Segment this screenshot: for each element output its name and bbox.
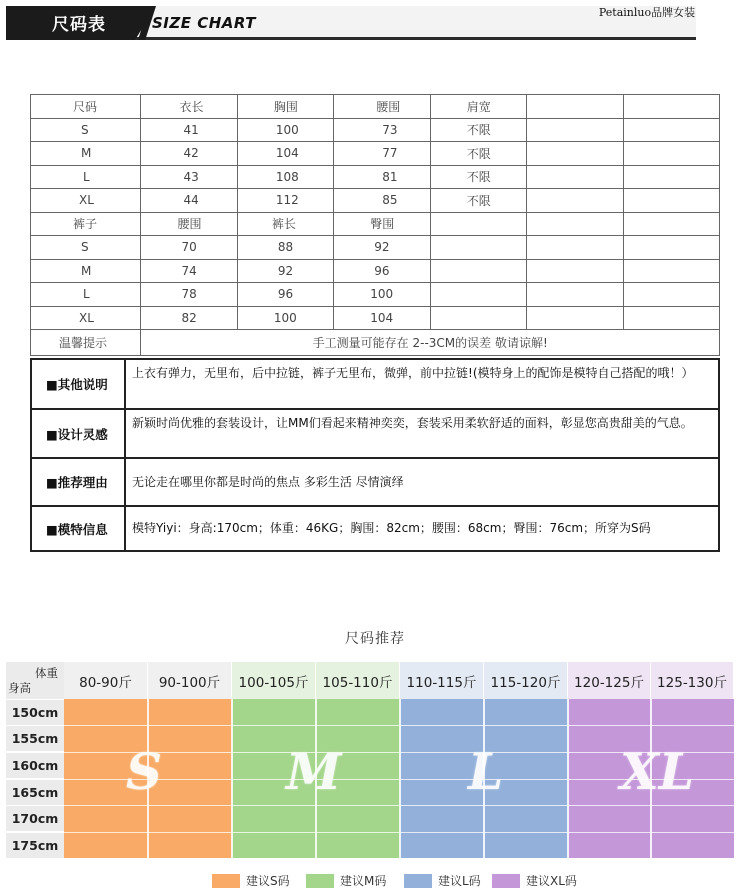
product-info-block: [30, 358, 720, 552]
legend-swatch: [492, 874, 520, 888]
table-cell: 92: [237, 259, 333, 283]
table-cell: 96: [334, 259, 430, 283]
size-table: [30, 94, 720, 356]
table-cell: 衣长: [141, 95, 237, 119]
legend-swatch: [404, 874, 432, 888]
weight-header: 120-125斤: [568, 662, 651, 699]
legend-item: [404, 872, 481, 889]
table-cell-empty: [623, 259, 720, 283]
table-row: [31, 283, 720, 307]
table-cell-empty: [623, 165, 720, 189]
table-cell: M: [31, 259, 141, 283]
legend-item: [492, 872, 577, 889]
weight-header: 90-100斤: [148, 662, 232, 699]
table-cell: 73: [334, 118, 430, 142]
table-cell: 100: [237, 306, 333, 330]
table-cell: 104: [237, 142, 333, 166]
table-cell-empty: [623, 212, 720, 236]
table-cell: 腰围: [334, 95, 430, 119]
table-cell-empty: [623, 236, 720, 260]
table-cell-empty: [430, 259, 526, 283]
table-cell: 42: [141, 142, 237, 166]
table-cell: 78: [141, 283, 237, 307]
weight-header: 110-115斤: [400, 662, 484, 699]
table-cell: 41: [141, 118, 237, 142]
table-cell: 81: [334, 165, 430, 189]
table-cell-empty: [430, 283, 526, 307]
table-cell: 44: [141, 189, 237, 213]
info-row-design: [32, 408, 718, 457]
table-cell: 108: [237, 165, 333, 189]
tip-row: [31, 330, 720, 356]
height-header: 170cm: [6, 805, 64, 831]
table-row: [31, 118, 720, 142]
table-cell: 88: [237, 236, 333, 260]
legend-label: 建议M码: [340, 874, 387, 888]
header-title-en: SIZE CHART: [152, 14, 257, 32]
table-cell: 112: [237, 189, 333, 213]
table-cell: 100: [334, 283, 430, 307]
table-cell: S: [31, 118, 141, 142]
table-cell-empty: [623, 95, 720, 119]
table-cell: 肩宽: [430, 95, 526, 119]
info-text: 模特Yiyi：身高:170cm；体重：46KG；胸围：82cm；腰围：68cm；臀围：76cm；所穿为S码: [132, 521, 651, 535]
info-text: 新颖时尚优雅的套装设计，让MM们看起来精神奕奕，套装采用柔软舒适的面料，彰显您高贵甜美的气息。: [132, 416, 693, 430]
table-cell: 尺码: [31, 95, 141, 119]
table-cell: 胸围: [237, 95, 333, 119]
height-header: 160cm: [6, 752, 64, 778]
height-header: 175cm: [6, 832, 64, 858]
legend-label: 建议XL码: [526, 874, 577, 888]
weight-header: 105-110斤: [316, 662, 400, 699]
height-axis-label: 身高: [8, 681, 31, 695]
table-cell: 92: [334, 236, 430, 260]
size-letter-s: S: [126, 742, 163, 801]
size-letter-m: M: [286, 742, 342, 801]
info-text: 上衣有弹力，无里布，后中拉链，裤子无里布，微弹，前中拉链!(模特身上的配饰是模特自己搭配的哦！）: [132, 366, 694, 380]
grid-line: [231, 699, 233, 858]
table-cell: L: [31, 165, 141, 189]
brand-name: Petainluo品牌女装: [598, 6, 696, 19]
table-cell: 96: [237, 283, 333, 307]
table-cell-empty: [527, 212, 623, 236]
info-label: ■设计灵感: [32, 410, 126, 457]
weight-header: 100-105斤: [232, 662, 316, 699]
table-cell-empty: [527, 189, 623, 213]
table-cell-empty: [527, 118, 623, 142]
pants-header-row: [31, 212, 720, 236]
chart-corner: [6, 662, 64, 699]
table-cell-empty: [527, 236, 623, 260]
weight-header: 125-130斤: [651, 662, 734, 699]
table-cell: XL: [31, 306, 141, 330]
height-header: 150cm: [6, 699, 64, 725]
height-header: 165cm: [6, 779, 64, 805]
table-cell: 85: [334, 189, 430, 213]
grid-line: [567, 699, 569, 858]
table-cell: 70: [141, 236, 237, 260]
table-cell-empty: [430, 212, 526, 236]
tip-text: 手工测量可能存在 2--3CM的误差 敬请谅解!: [141, 330, 720, 356]
legend-swatch: [212, 874, 240, 888]
table-cell-empty: [430, 236, 526, 260]
table-cell-empty: [527, 95, 623, 119]
table-cell-empty: [527, 306, 623, 330]
weight-header: 80-90斤: [64, 662, 148, 699]
info-row-reason: [32, 457, 718, 505]
table-row: [31, 189, 720, 213]
height-header: 155cm: [6, 725, 64, 751]
table-cell: 74: [141, 259, 237, 283]
table-cell: S: [31, 236, 141, 260]
size-recommend-chart: [6, 662, 734, 858]
table-cell-empty: [623, 142, 720, 166]
weight-header: 115-120斤: [484, 662, 568, 699]
legend-swatch: [306, 874, 334, 888]
table-cell: 臀围: [334, 212, 430, 236]
table-cell-empty: [623, 283, 720, 307]
info-row-other: [32, 360, 718, 408]
info-text: 无论走在哪里你都是时尚的焦点 多彩生活 尽情演绎: [132, 474, 404, 489]
table-cell: 不限: [430, 189, 526, 213]
grid-line: [399, 699, 401, 858]
legend-item: [212, 872, 290, 889]
table-cell: 不限: [430, 142, 526, 166]
size-letter-xl: XL: [620, 742, 694, 801]
recommend-title: 尺码推荐: [345, 631, 405, 647]
table-cell: XL: [31, 189, 141, 213]
table-cell: L: [31, 283, 141, 307]
table-cell-empty: [623, 189, 720, 213]
table-row: [31, 306, 720, 330]
table-cell-empty: [623, 306, 720, 330]
legend-label: 建议S码: [246, 874, 290, 888]
table-cell: 不限: [430, 165, 526, 189]
size-letter-l: L: [468, 742, 504, 801]
table-cell: 100: [237, 118, 333, 142]
table-cell-empty: [527, 283, 623, 307]
table-cell: 82: [141, 306, 237, 330]
info-label: ■模特信息: [32, 507, 126, 550]
table-cell: 104: [334, 306, 430, 330]
top-header-row: [31, 95, 720, 119]
table-cell-empty: [527, 165, 623, 189]
table-row: [31, 259, 720, 283]
table-cell-empty: [623, 118, 720, 142]
tip-label: 温馨提示: [31, 330, 141, 356]
table-cell: 77: [334, 142, 430, 166]
weight-axis-label: 体重: [35, 666, 58, 680]
table-cell: M: [31, 142, 141, 166]
legend-label: 建议L码: [438, 874, 481, 888]
header-title-cn: 尺码表: [52, 15, 106, 35]
table-cell: 腰围: [141, 212, 237, 236]
table-cell: 不限: [430, 118, 526, 142]
table-row: [31, 236, 720, 260]
info-label: ■其他说明: [32, 360, 126, 408]
table-cell-empty: [430, 306, 526, 330]
chart-legend: [0, 872, 750, 888]
table-cell: 43: [141, 165, 237, 189]
table-cell-empty: [527, 142, 623, 166]
info-row-model: [32, 505, 718, 550]
table-row: [31, 165, 720, 189]
table-cell: 裤子: [31, 212, 141, 236]
info-label: ■推荐理由: [32, 459, 126, 505]
table-cell-empty: [527, 259, 623, 283]
chart-header: [6, 6, 696, 40]
legend-item: [306, 872, 386, 889]
table-row: [31, 142, 720, 166]
table-cell: 裤长: [237, 212, 333, 236]
